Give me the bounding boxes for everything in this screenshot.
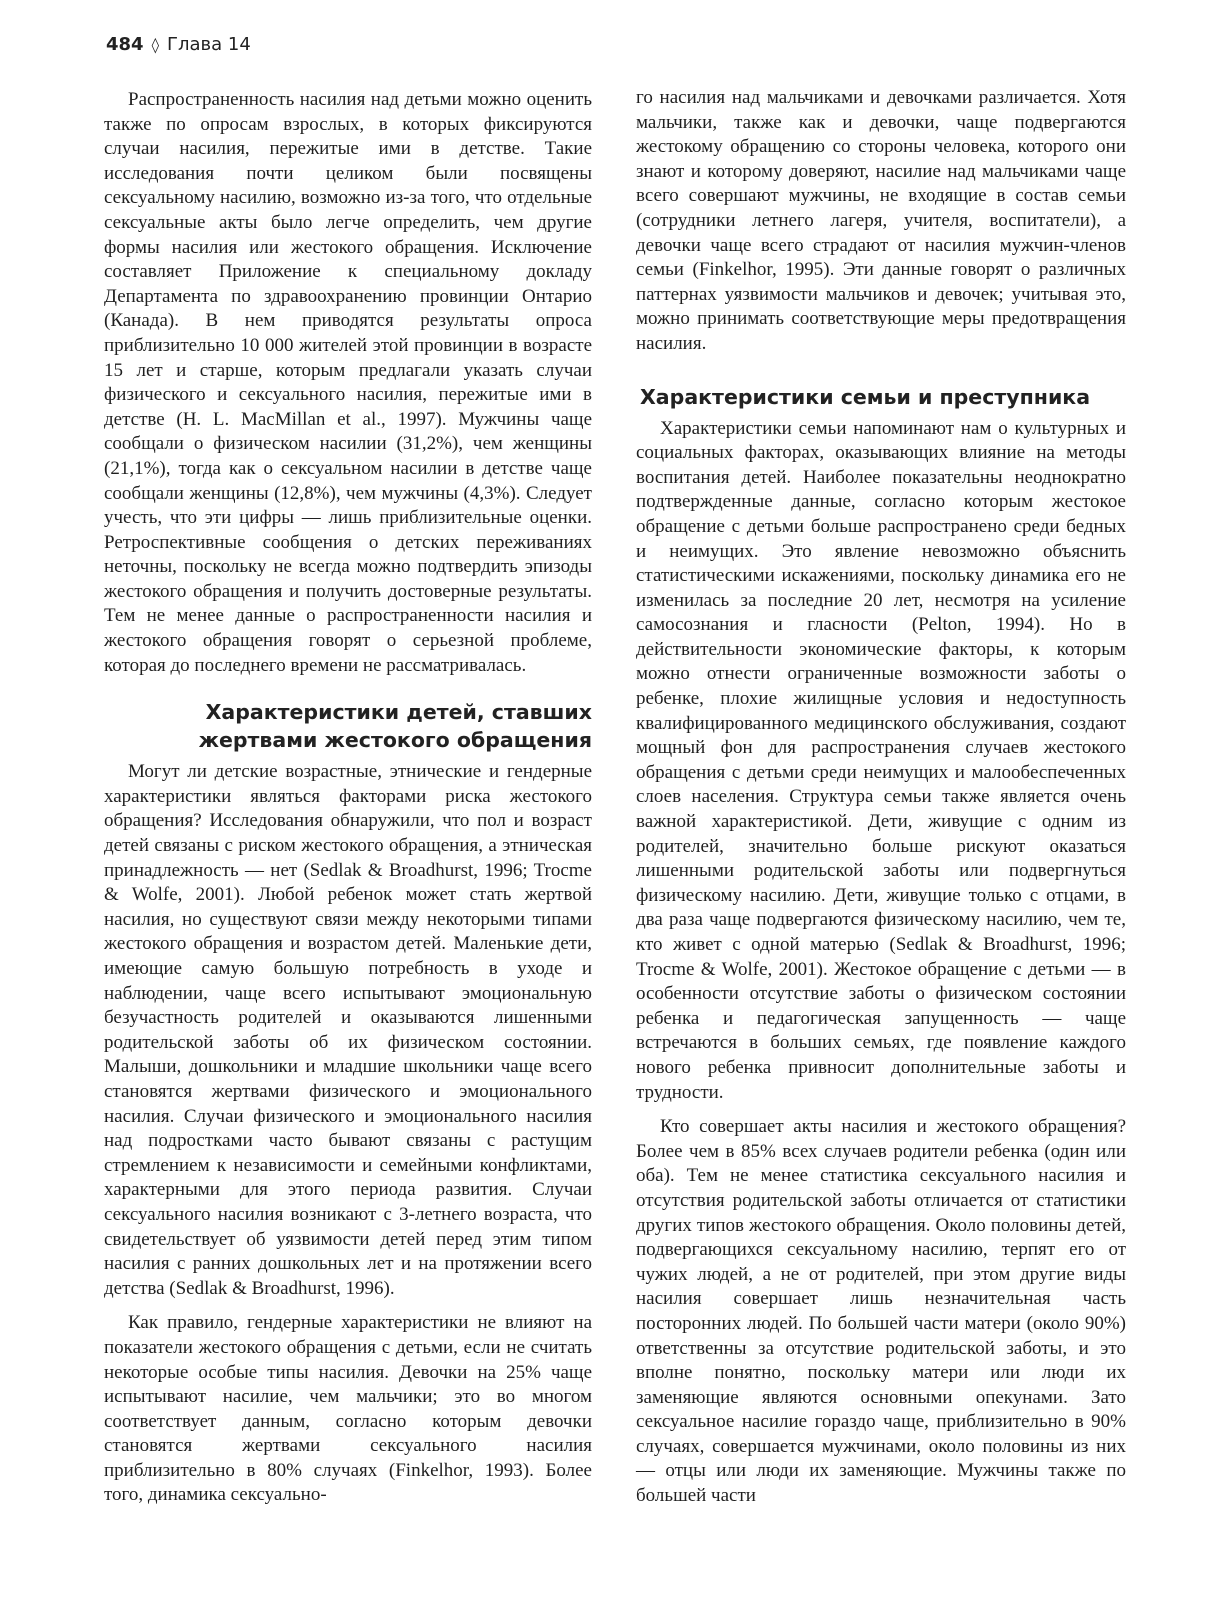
paragraph: Как правило, гендерные характеристики не влияют на показатели жестокого обращения с детьми, если не считать некоторые особые типы насилия. Девочки на 25% чаще испытывают насилие, чем мальчики; это во многом соответствует данным, согласно которым девочки становятся жертвами сексуального насилия приблизительно в 80% случаях (Finkelhor, 1993). Более того, динамика сексуально- [104, 1312, 592, 1506]
paragraph-continued: го насилия над мальчиками и девочками различается. Хотя мальчики, также как и девочки, чаще подвергаются жестокому обращению со стороны человека, которого они знают и которому доверяют, насилие над мальчиками чаще всего совершают мужчины, не входящие в состав семьи (сотрудники летнего лагеря, учителя, воспитатели), а девочки чаще всего страдают от насилия мужчин-членов семьи (Finkelhor, 1995). Эти данные говорят о различных паттернах уязвимости мальчиков и девочек; учитывая это, можно принимать соответствующие меры предотвращения насилия. [636, 87, 1126, 354]
chapter-label: Глава 14 [167, 34, 251, 55]
paragraph: Кто совершает акты насилия и жестокого обращения? Более чем в 85% всех случаев родители ребенка (один или оба). Тем не менее статистика сексуального насилия и отсутствия родительской заботы отличается от статистики других типов жестокого обращения. Около половины детей, подвергающихся сексуальному насилию, терпят его от чужих людей, а не от родителей, при этом другие виды насилия совершает лишь незначительная часть посторонних людей. По большей части матери (около 90%) ответственны за отсутствие родительской заботы, и это вполне понятно, поскольку матери или люди их заменяющие являются основными опекунами. Зато сексуальное насилие гораздо чаще, приблизительно в 90% случаях, совершается мужчинами, около половины из них — отцы или люди их заменяющие. Мужчины также по большей части [636, 1116, 1126, 1507]
section-heading-children: Характеристики детей, ставших жертвами жестокого обращения [198, 700, 592, 753]
section-heading-family: Характеристики семьи и преступника [640, 384, 1091, 409]
separator-glyph: ◊ [151, 36, 159, 54]
paragraph: Распространенность насилия над детьми можно оценить также по опросам взрослых, в которых фиксируются случаи насилия, пережитые ими в детстве. Такие исследования почти целиком были посвящены сексуальному насилию, возможно из-за того, что отдельные сексуальные акты было легче определить, чем другие формы насилия или жестокого обращения. Исключение составляет Приложение к специальному докладу Департамента по здравоохранению провинции Онтарио (Канада). В нем приводятся результаты опроса приблизительно 10 000 жителей этой провинции в возрасте 15 лет и старше, которым предлагали указать случаи физического и сексуального насилия, пережитые ими в детстве (H. L. MacMillan et al., 1997). Мужчины чаще сообщали о физическом насилии (31,2%), чем женщины (21,1%), тогда как о сексуальном насилии в детстве чаще сообщали женщины (12,8%), чем мужчины (4,3%). Следует учесть, что эти цифры — лишь приблизительные оценки. Ретроспективные сообщения о детских переживаниях неточны, поскольку не всегда можно подтвердить эпизоды жестокого обращения и получить достоверные результаты. Тем не менее данные о распространенности насилия и жестокого обращения говорят о серьезной проблеме, которая до последнего времени не рассматривалась. [104, 89, 592, 676]
left-column [104, 88, 592, 1508]
page-number: 484 [106, 34, 144, 55]
running-head [106, 34, 251, 55]
paragraph: Характеристики семьи напоминают нам о культурных и социальных факторах, оказывающих влияние на методы воспитания детей. Наиболее показательны неоднократно подтвержденные данные, согласно которым жестокое обращение с детьми больше распространено среди бедных и неимущих. Это явление невозможно объяснить статистическими искажениями, поскольку динамика его не изменилась за последние 20 лет, несмотря на усиление самосознания и гласности (Pelton, 1994). Но в действительности экономические факторы, к которым можно отнести ограниченные возможности заботы о ребенке, плохие жилищные условия и недоступность квалифицированного медицинского обслуживания, создают мощный фон для распространения случаев жестокого обращения с детьми среди неимущих и малообеспеченных слоев населения. Структура семьи также является очень важной характеристикой. Дети, живущие с одним из родителей, значительно больше рискуют оказаться лишенными родительской заботы или подвергнуться физическому насилию. Дети, живущие только с отцами, в два раза чаще подвергаются физическому насилию, чем те, кто живет с одной матерью (Sedlak & Broadhurst, 1996; Trocme & Wolfe, 2001). Жестокое обращение с детьми — в особенности отсутствие заботы о физическом состоянии ребенка и педагогическая запущенность — чаще встречаются в больших семьях, где появление каждого нового ребенка привносит дополнительные заботы и трудности. [636, 417, 1126, 1103]
paragraph: Могут ли детские возрастные, этнические и гендерные характеристики являться факторами риска жестокого обращения? Исследования обнаружили, что пол и возраст детей связаны с риском жестокого обращения, а этническая принадлежность — нет (Sedlak & Broadhurst, 1996; Trocme & Wolfe, 2001). Любой ребенок может стать жертвой насилия, но существуют связи между некоторыми типами жестокого обращения и возрастом детей. Маленькие дети, имеющие самую большую потребность в уходе и наблюдении, чаще всего испытывают эмоциональную безучастность родителей и оказываются лишенными родительской заботы об их физическом состоянии. Малыши, дошкольники и младшие школьники чаще всего становятся жертвами физического и эмоционального насилия. Случаи физического и эмоционального насилия над подростками часто бывают связаны с растущим стремлением к независимости и семейными конфликтами, характерными для этого периода развития. Случаи сексуального насилия возникают с 3-летнего возраста, что свидетельствует об уязвимости детей перед этим типом насилия с ранних дошкольных лет и на протяжении всего детства (Sedlak & Broadhurst, 1996). [104, 761, 592, 1299]
right-column [636, 86, 1126, 1509]
